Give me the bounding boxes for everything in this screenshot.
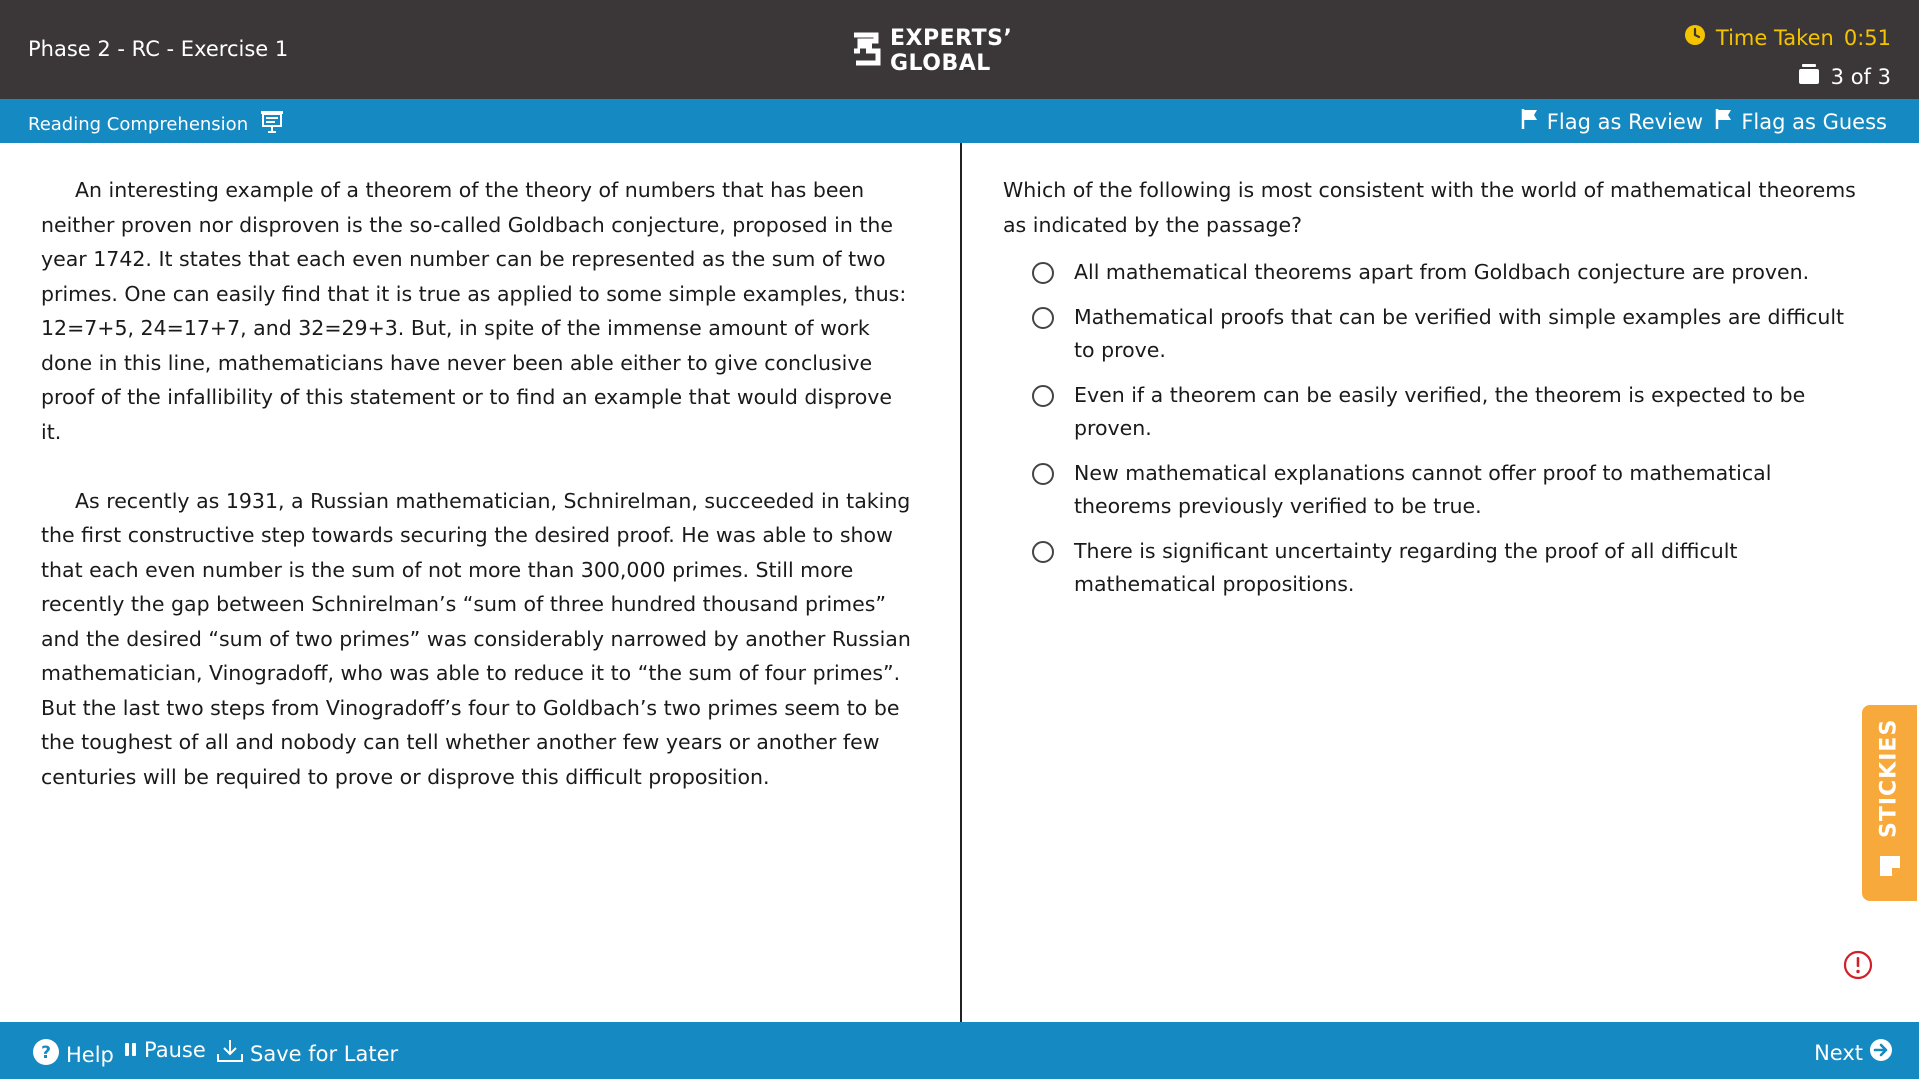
logo-mark-icon — [850, 29, 882, 73]
flag-as-guess-button[interactable] — [1715, 108, 1887, 135]
answer-options — [1067, 256, 1859, 601]
time-value: 0:51 — [1843, 25, 1891, 50]
answer-option-b[interactable] — [1067, 301, 1859, 367]
download-icon — [216, 1038, 244, 1069]
presentation-board-icon[interactable] — [260, 110, 284, 139]
radio-button[interactable] — [1032, 307, 1054, 329]
time-label: Time Taken — [1715, 25, 1834, 50]
radio-button[interactable] — [1032, 463, 1054, 485]
pause-label: Pause — [144, 1038, 206, 1062]
answer-option-a[interactable] — [1067, 256, 1859, 289]
passage-paragraph-1: An interesting example of a theorem of the theory of numbers that has been neither proven nor disproven is the so-called Goldbach conjecture, proposed in the year 1742. It states that each even number can be represented as the sum of two primes. One can easily find that it is true as applied to some simple examples, thus: 12=7+5, 24=17+7, and 32=29+3. But, in spite of the immense amount of work done in this line, mathematicians have never been able either to give conclusive proof of the infallibility of this statement or to find an example that would disprove it. — [41, 178, 907, 444]
radio-button[interactable] — [1032, 541, 1054, 563]
question-stack-icon — [1797, 63, 1821, 90]
answer-option-text: Even if a theorem can be easily verified, the theorem is expected to be proven. — [1074, 383, 1806, 440]
time-taken — [1684, 24, 1891, 51]
stickies-label: STICKIES — [1876, 718, 1902, 838]
stickies-tab[interactable] — [1862, 705, 1917, 901]
answer-option-c[interactable] — [1067, 379, 1859, 445]
save-for-later-label: Save for Later — [250, 1041, 399, 1066]
logo-line-1: EXPERTS’ — [890, 26, 1013, 51]
next-label: Next — [1814, 1040, 1863, 1065]
answer-option-text: New mathematical explanations cannot offer proof to mathematical theorems previously verified to be true. — [1074, 461, 1772, 518]
bottom-toolbar — [0, 1022, 1919, 1079]
top-header — [0, 0, 1919, 99]
clock-icon — [1684, 24, 1706, 51]
logo-line-2: GLOBAL — [890, 51, 991, 76]
answer-option-e[interactable] — [1067, 535, 1859, 601]
flag-as-review-button[interactable] — [1521, 108, 1703, 135]
flag-as-review-label: Flag as Review — [1546, 109, 1703, 134]
help-label: Help — [66, 1042, 114, 1067]
svg-text:?: ? — [41, 1043, 51, 1063]
question-counter — [1797, 63, 1891, 90]
sticky-note-icon — [1877, 853, 1903, 883]
answer-option-text: All mathematical theorems apart from Goldbach conjecture are proven. — [1074, 260, 1810, 284]
help-button[interactable] — [32, 1038, 114, 1071]
logo-text — [890, 26, 1012, 76]
radio-button[interactable] — [1032, 262, 1054, 284]
exercise-title: Phase 2 - RC - Exercise 1 — [28, 37, 289, 61]
pause-button[interactable] — [124, 1038, 206, 1062]
question-counter-text: 3 of 3 — [1830, 64, 1891, 89]
section-label-text: Reading Comprehension — [28, 114, 249, 135]
answer-option-text: There is significant uncertainty regarding the proof of all difficult mathematical propositions. — [1074, 539, 1738, 596]
section-toolbar — [0, 99, 1919, 143]
alert-icon[interactable] — [1843, 950, 1873, 984]
save-for-later-button[interactable] — [216, 1038, 398, 1069]
passage-paragraph-2: As recently as 1931, a Russian mathematician, Schnirelman, succeeded in taking the first constructive step towards securing the desired proof. He was able to show that each even number is the sum of not more than 300,000 primes. Still more recently the gap between Schnirelman’s “sum of three hundred thousand primes” and the desired “sum of two primes” was considerably narrowed by another Russian mathematician, Vinogradoff, who was able to reduce it to “the sum of four primes”. But the last two steps from Vinogradoff’s four to Goldbach’s two primes seem to be the toughest of all and nobody can tell whether another few years or another few centuries will be required to prove or disprove this difficult proposition. — [41, 488, 911, 789]
flag-icon — [1521, 108, 1539, 135]
passage-pane[interactable] — [0, 143, 960, 1022]
flag-icon — [1715, 108, 1733, 135]
next-button[interactable] — [1814, 1038, 1893, 1067]
arrow-right-circle-icon — [1869, 1038, 1893, 1067]
question-pane — [962, 143, 1919, 1022]
question-stem: Which of the following is most consistent with the world of mathematical theorems as indicated by the passage? — [1003, 178, 1856, 237]
answer-option-d[interactable] — [1067, 457, 1859, 523]
pause-icon — [124, 1038, 138, 1062]
answer-option-text: Mathematical proofs that can be verified with simple examples are difficult to prove. — [1074, 305, 1845, 362]
section-label — [28, 110, 284, 139]
radio-button[interactable] — [1032, 385, 1054, 407]
experts-global-logo — [850, 26, 1012, 76]
help-icon — [32, 1038, 60, 1071]
flag-as-guess-label: Flag as Guess — [1741, 109, 1887, 134]
